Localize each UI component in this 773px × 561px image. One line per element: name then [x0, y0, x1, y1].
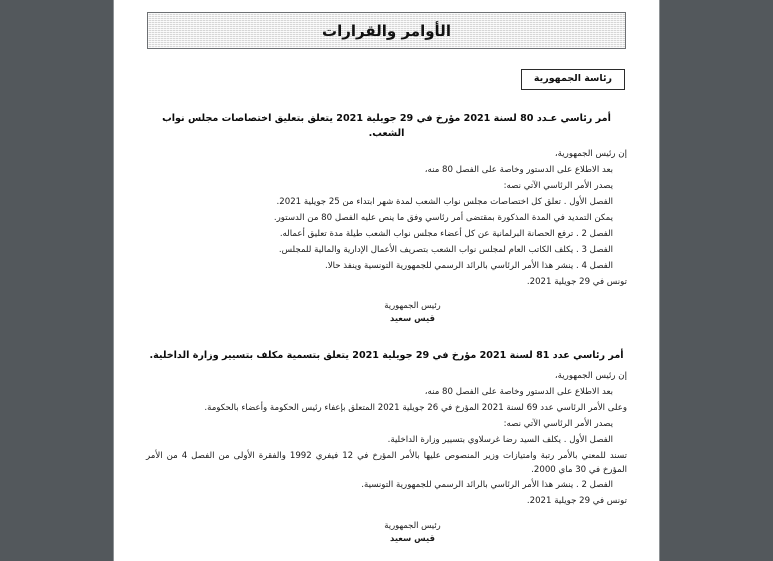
page-title: الأوامر والقرارات: [322, 21, 451, 40]
decree-article: الفصل 2 . ينشر هذا الأمر الرئاسي بالرائد الرسمي للجمهورية التونسية.: [361, 480, 613, 491]
decree-title: أمر رئاسي عدد 81 لسنة 2021 مؤرخ في 29 جويلية 2021 يتعلق بتسمية مكلف بتسيير وزارة الداخلية.: [149, 349, 624, 361]
decree-preamble-line: بعد الاطلاع على الدستور وخاصة على الفصل 80 منه،: [424, 165, 613, 176]
signature-name: قيس سعيد: [390, 532, 435, 543]
signature-title: رئيس الجمهورية: [384, 300, 441, 311]
decree-article: الفصل الأول . يكلف السيد رضا غرسلاوي بتسيير وزارة الداخلية.: [387, 434, 613, 445]
signature-block: [142, 299, 631, 324]
decree-title: أمر رئاسي عـدد 80 لسنة 2021 مؤرخ في 29 جويلية 2021 يتعلق بتعليق اختصاصات مجلس نواب الشعب.: [162, 113, 611, 139]
decree-preamble-line: إن رئيس الجمهورية،: [554, 149, 627, 160]
decree-block: [142, 349, 631, 545]
decree-article: تسند للمعني بالأمر رتبة وامتيازات وزير المنصوص عليها بالأمر المؤرخ في 12 فيفري 1992 والفقرة الأولى من الفصل 4 من الأمر المؤرخ في 30 ماي 2000.: [146, 450, 627, 475]
decree-date-line: تونس في 29 جويلية 2021.: [526, 276, 627, 287]
decree-preamble-line: يصدر الأمر الرئاسي الآتي نصه:: [503, 418, 613, 429]
decree-preamble-line: وعلى الأمر الرئاسي عدد 69 لسنة 2021 المؤرخ في 26 جويلية 2021 المتعلق بإعفاء رئيس الحكومة وأعضاء بالحكومة.: [204, 402, 627, 413]
page-title-banner: [147, 12, 626, 49]
issuer-box: رئاسة الجمهورية: [521, 69, 625, 90]
decree-preamble-line: بعد الاطلاع على الدستور وخاصة على الفصل 80 منه،: [424, 386, 613, 397]
decree-block: [142, 112, 631, 324]
issuer-row: [142, 69, 631, 90]
signature-block: [142, 519, 631, 544]
signature-name: قيس سعيد: [390, 313, 435, 324]
decree-article: الفصل 3 . يكلف الكاتب العام لمجلس نواب الشعب بتصريف الأعمال الإدارية والمالية للمجلس.: [278, 244, 613, 255]
decree-date-line: تونس في 29 جويلية 2021.: [526, 496, 627, 507]
decree-preamble-line: يصدر الأمر الرئاسي الآتي نصه:: [503, 180, 613, 191]
signature-title: رئيس الجمهورية: [384, 520, 441, 531]
decree-preamble-line: إن رئيس الجمهورية،: [554, 371, 627, 382]
decree-article: الفصل الأول . تعلق كل اختصاصات مجلس نواب الشعب لمدة شهر ابتداء من 25 جويلية 2021.: [276, 196, 613, 207]
decree-article: الفصل 2 . ترفع الحصانة البرلمانية عن كل أعضاء مجلس نواب الشعب طيلة مدة تعليق أعماله.: [279, 228, 613, 239]
decree-article: يمكن التمديد في المدة المذكورة بمقتضى أمر رئاسي وفق ما ينص عليه الفصل 80 من الدستور.: [273, 212, 613, 223]
decree-article: الفصل 4 . ينشر هذا الأمر الرئاسي بالرائد الرسمي للجمهورية التونسية وينفذ حالا.: [325, 260, 613, 271]
document-page: [114, 0, 659, 561]
